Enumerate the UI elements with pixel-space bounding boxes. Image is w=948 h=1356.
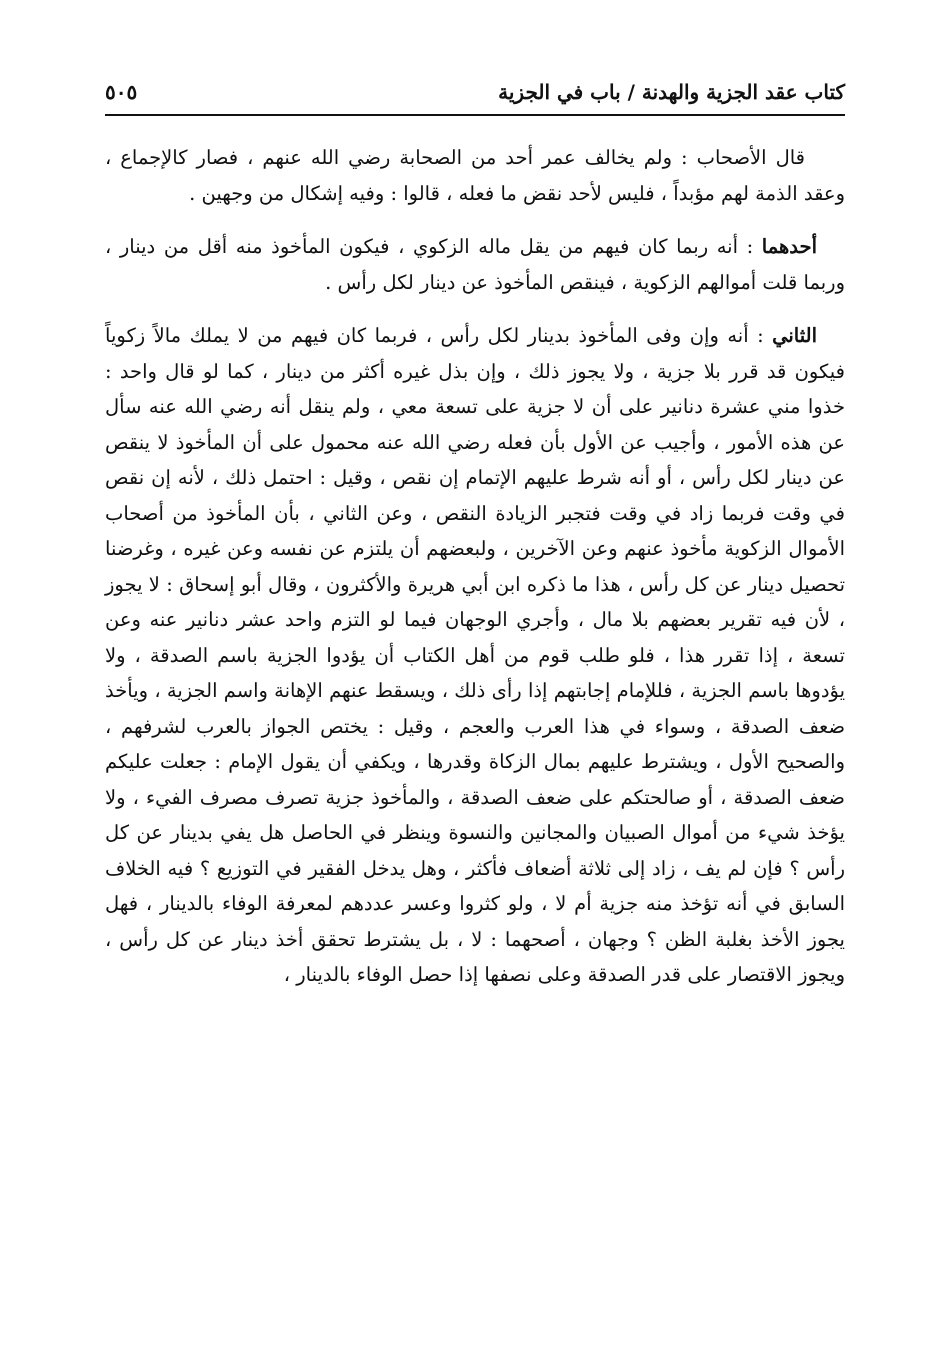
page-number: ٥٠٥ bbox=[105, 80, 138, 104]
paragraph-second-point bbox=[105, 318, 845, 993]
paragraph-intro bbox=[105, 140, 845, 211]
paragraph-first-point bbox=[105, 229, 845, 300]
book-page bbox=[105, 70, 845, 1300]
body-text bbox=[105, 140, 845, 993]
paragraph-text: : أنه وإن وفى المأخوذ بدينار لكل رأس ، فربما كان فيهم من لا يملك مالاً زكوياً فيكون قد قرر بلا جزية ، ولا يجوز ذلك ، وإن بذل غيره أكثر من دينار ، كما لو قال واحد : خذوا مني عشرة دنانير على أن لا جزية على تسعة معي ، ولم ينقل أنه رضي الله عنه سأل عن هذه الأمور ، وأجيب عن الأول بأن فعله رضي الله عنه محمول على أن المأخوذ لا ينقص عن دينار لكل رأس ، أو أنه شرط عليهم الإتمام إن نقص ، وقيل : احتمل ذلك ، لأنه إن نقص في وقت فربما زاد في وقت فتجبر الزيادة النقص ، وعن الثاني ، بأن المأخوذ من أصحاب الأموال الزكوية مأخوذ عنهم وعن الآخرين ، ولبعضهم أن يلتزم عن نفسه وعن غيره ، وغرضنا تحصيل دينار عن كل رأس ، هذا ما ذكره ابن أبي هريرة والأكثرون ، وقال أبو إسحاق : لا يجوز ، لأن فيه تقرير بعضهم بلا مال ، وأجري الوجهان فيما لو التزم واحد عشر دنانير عنه وعن تسعة ، إذا تقرر هذا ، فلو طلب قوم من أهل الكتاب أن يؤدوا الجزية باسم الصدقة ، ولا يؤدوها باسم الجزية ، فللإمام إجابتهم إذا رأى ذلك ، ويسقط عنهم الإهانة واسم الجزية ، ويأخذ ضعف الصدقة ، وسواء في هذا العرب والعجم ، وقيل : يختص الجواز بالعرب لشرفهم ، والصحيح الأول ، ويشترط عليهم بمال الزكاة وقدرها ، ويكفي أن يقول الإمام : جعلت عليكم ضعف الصدقة ، أو صالحتكم على ضعف الصدقة ، والمأخوذ جزية تصرف مصرف الفيء ، ولا يؤخذ شيء من أموال الصبيان والمجانين والنسوة وينظر في الحاصل هل يفي بدينار عن كل رأس ؟ فإن لم يف ، زاد إلى ثلاثة أضعاف فأكثر ، وهل يدخل الفقير في التوزيع ؟ فيه الخلاف السابق في أنه تؤخذ منه جزية أم لا ، ولو كثروا وعسر عددهم لمعرفة الوفاء بالدينار ، فهل يجوز الأخذ بغلبة الظن ؟ وجهان ، أصحهما : لا ، بل يشترط تحقق أخذ دينار عن كل رأس ، ويجوز الاقتصار على قدر الصدقة وعلى نصفها إذا حصل الوفاء بالدينار ، bbox=[105, 324, 846, 986]
paragraph-text: : أنه ربما كان فيهم من يقل ماله الزكوي ، فيكون المأخوذ منه أقل من دينار ، وربما قلت أموالهم الزكوية ، فينقص المأخوذ عن دينار لكل رأس . bbox=[105, 235, 845, 294]
header-title: كتاب عقد الجزية والهدنة / باب في الجزية bbox=[498, 80, 845, 104]
paragraph-text: قال الأصحاب : ولم يخالف عمر أحد من الصحابة رضي الله عنهم ، فصار كالإجماع ، وعقد الذمة لهم مؤبداً ، فليس لأحد نقض ما فعله ، قالوا : وفيه إشكال من وجهين . bbox=[105, 146, 845, 205]
running-header bbox=[105, 70, 845, 116]
paragraph-lead: أحدهما bbox=[761, 235, 817, 258]
paragraph-lead: الثاني bbox=[772, 324, 817, 347]
